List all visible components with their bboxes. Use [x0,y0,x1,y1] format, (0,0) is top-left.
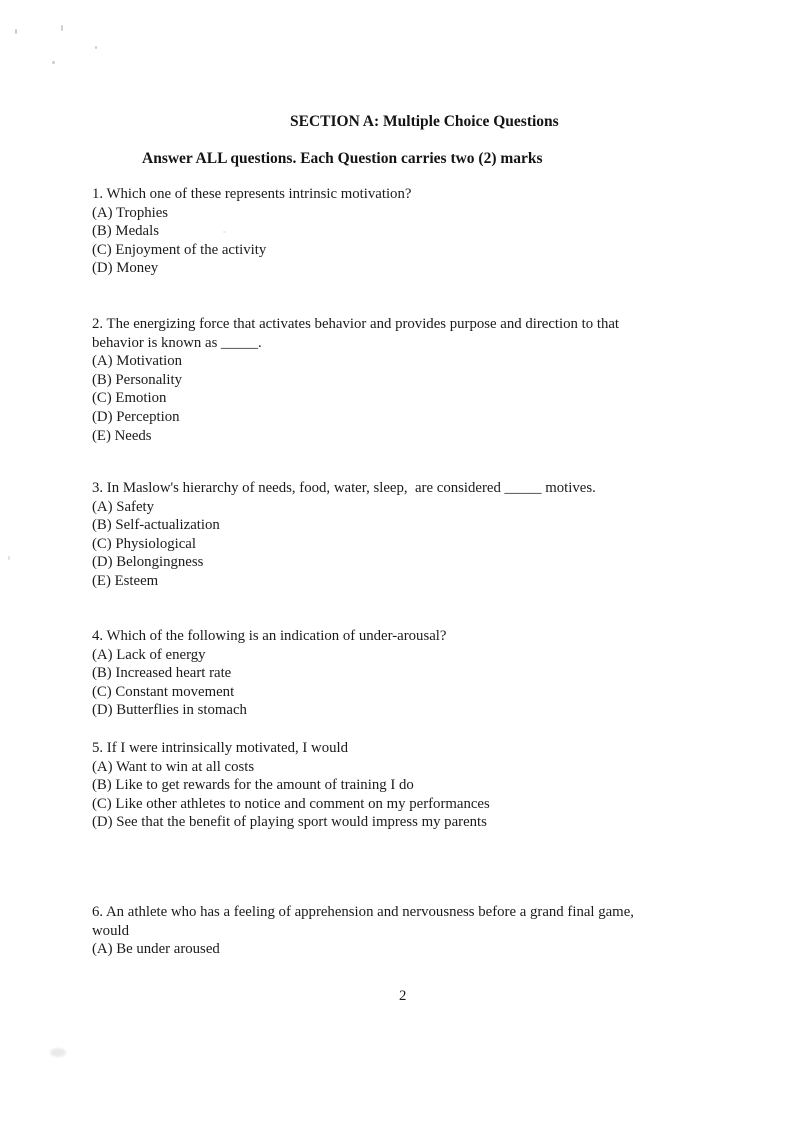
question-1-option-a: (A) Trophies [92,204,169,221]
question-5-option-a: (A) Want to win at all costs [92,758,255,775]
question-4-option-c: (C) Constant movement [92,683,235,700]
question-2-text-line-2: behavior is known as _____. [92,334,262,351]
question-1-option-b: (B) Medals [92,223,159,240]
scan-artifact [95,46,97,49]
question-3 [92,479,596,591]
question-3-option-b: (B) Self-actualization [92,517,220,534]
question-3-option-d: (D) Belongingness [92,554,204,571]
instructions-line: Answer ALL questions. Each Question carries two (2) marks [142,150,543,167]
question-4 [92,627,446,720]
question-1 [92,185,411,278]
question-6-option-a: (A) Be under aroused [92,941,220,958]
question-1-option-c: (C) Enjoyment of the activity [92,241,267,258]
question-5 [92,739,490,832]
page-number: 2 [399,988,407,1004]
scan-artifact [61,25,63,31]
question-6-text-line-2: would [92,922,129,939]
question-2-option-c: (C) Emotion [92,390,167,407]
question-2-option-b: (B) Personality [92,371,183,388]
question-6 [92,903,634,959]
section-title: SECTION A: Multiple Choice Questions [290,113,559,130]
scan-smudge [50,1048,66,1057]
question-4-option-a: (A) Lack of energy [92,646,206,663]
question-3-text: 3. In Maslow's hierarchy of needs, food, water, sleep, are considered _____ motives. [92,480,596,496]
question-6-text-line-1: 6. An athlete who has a feeling of apprehension and nervousness before a grand final game, [92,904,634,920]
question-2-option-d: (D) Perception [92,408,180,425]
question-2-text-line-1: 2. The energizing force that activates behavior and provides purpose and direction to that [92,316,620,332]
question-5-option-c: (C) Like other athletes to notice and comment on my performances [92,795,490,812]
question-2-option-e: (E) Needs [92,427,152,444]
question-1-option-d: (D) Money [92,260,159,277]
scan-artifact [15,29,17,34]
question-3-option-e: (E) Esteem [92,572,159,589]
question-2-option-a: (A) Motivation [92,353,183,370]
question-3-option-c: (C) Physiological [92,535,196,552]
scan-artifact [8,556,10,560]
question-5-option-b: (B) Like to get rewards for the amount of training I do [92,777,414,794]
question-5-text: 5. If I were intrinsically motivated, I would [92,740,348,756]
question-5-option-d: (D) See that the benefit of playing sport would impress my parents [92,814,487,831]
question-3-option-a: (A) Safety [92,498,155,515]
question-4-option-d: (D) Butterflies in stomach [92,702,247,719]
scan-artifact [52,61,55,64]
question-2 [92,315,619,445]
question-4-option-b: (B) Increased heart rate [92,665,232,682]
question-1-text: 1. Which one of these represents intrinsic motivation? [92,186,412,202]
question-4-text: 4. Which of the following is an indication of under-arousal? [92,628,447,644]
